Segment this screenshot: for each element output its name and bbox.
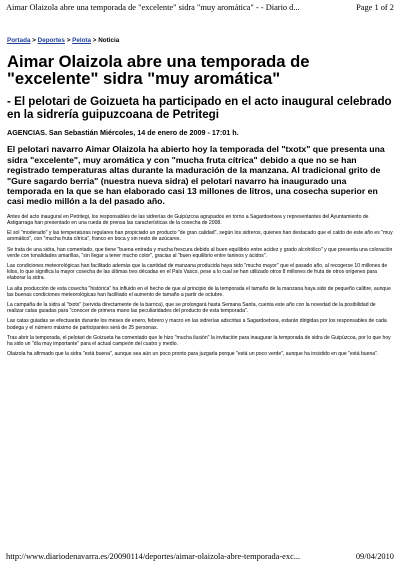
print-footer-date: 09/04/2010 — [355, 552, 394, 561]
print-header-page: Page 1 of 2 — [356, 3, 394, 12]
article-paragraph: La alta producción de esta cosecha "histórica" ha influido en el hecho de que al principio de la temporada el tamaño de la manzana haya sido de pequeño calibre, aunque las buenas condiciones meteorológicas han facilitado el aumento de tamaño a partir de octubre. — [7, 285, 391, 298]
breadcrumb — [7, 37, 393, 45]
breadcrumb-link-pelota[interactable]: Pelota — [72, 37, 92, 44]
breadcrumb-separator: > — [32, 37, 36, 44]
breadcrumb-current: Noticia — [98, 37, 120, 44]
print-footer — [6, 551, 394, 563]
breadcrumb-separator: > — [92, 37, 97, 44]
article-paragraph: Tras abrir la temporada, el pelotari de Goizueta ha comentado que le hizo "mucha ilusión" la invitación para inaugurar la temporada de sidra de Guipúzcoa, por lo que hoy ha sido un "día muy importante" para el actual campeón del cuatro y medio. — [7, 334, 391, 348]
article-paragraph: Las condiciones meteorológicas han facilitado además que la cantidad de manzana producida haya sido "mucho mayor" que el pasado año, al recogerse 10 millones de kilos, lo que significa la mayor cosecha de las últimas tres décadas en el País Vasco, pese a lo cual se han utilizado otros 8 millones de fruta de otros orígenes para elaborar la sidra. — [7, 263, 388, 282]
article-paragraph: Las catas guiadas se efectuarán durante los meses de enero, febrero y marzo en las sidrerías adscritas a Sagardoetxea, estarán dirigidas por los responsables de cada bodega y el número máximo de participantes será de 25 personas. — [7, 318, 387, 331]
article-paragraph: La campaña de la sidra al "txotx" (servida directamente de la barrica), que se prolongará hasta Semana Santa, cuenta este año con la novedad de la posibilidad de realizar catas guiadas para "conocer de primera mano las peculiaridades del producto de esta temporada". — [7, 302, 376, 315]
article-paragraph: Se trata de una sidra, han comentado, que tiene "buena entrada y mucha frescura debido al buen equilibrio entre acidez y grado alcohólico" y que presenta una coloración verde con tonalidades amarillas, "sin llegar a tener mucho color", gracias al "buen equilibrio entre taninos y ácidos". — [7, 246, 393, 259]
print-header-title: Aimar Olaizola abre una temporada de "excelente" sidra "muy aromática" - - Diario d... — [6, 3, 300, 12]
article-subtitle: - El pelotari de Goizueta ha participado en el acto inaugural celebrado en la sidrería guipuzcoana de Petritegi — [7, 95, 392, 122]
article-dateline: AGENCIAS. San Sebastián Miércoles, 14 de enero de 2009 - 17:01 h. — [7, 128, 239, 138]
breadcrumb-link-portada[interactable]: Portada — [7, 37, 31, 44]
article-paragraph: Antes del acto inaugural en Petritegi, los responsables de las sidrerías de Guipúzcoa agrupados en torno a Sagardoetxea y representantes del Ayuntamiento de Astigarraga han presentado en una rueda de prensa las características de la cosecha de 2008. — [7, 213, 369, 227]
print-footer-url: http://www.diariodenavarra.es/20090114/deportes/aimar-olaizola-abre-temporada-exc... — [6, 552, 301, 561]
article — [7, 37, 393, 362]
article-lead: El pelotari navarro Aimar Olaizola ha abierto hoy la temporada del "txotx" que presenta una sidra "excelente", muy aromática y con "mucha fruta cítrica" debido a que no se han registrado temperaturas altas durante la maduración de la manzana. Al tradicional grito de "Gure sagardo berria" (nuestra nueva sidra) el pelotari navarro ha inaugurado una temporada en la que se han elaborado casi 13 millones de litros, una cosecha superior en casi medio millón a la del pasado año. — [7, 144, 385, 207]
print-header — [6, 2, 394, 14]
article-headline: Aimar Olaizola abre una temporada de "excelente" sidra "muy aromática" — [7, 52, 310, 89]
article-paragraph: El sol "moderado" y las temperaturas regulares han propiciado un producto "de gran calidad", según los sidreros, quienes han destacado que el caldo de este año es "muy aromático", con "mucha fruta cítrica", franco en boca y sin resto de azúcares. — [7, 230, 393, 243]
breadcrumb-link-deportes[interactable]: Deportes — [37, 37, 65, 44]
article-paragraph: Olaizola ha afirmado que la sidra "está buena", aunque sea aún un poco pronto para juzgarla porque "está un poco verde", aunque ha insistido en que "está buena". — [7, 351, 379, 358]
breadcrumb-separator: > — [66, 37, 71, 44]
